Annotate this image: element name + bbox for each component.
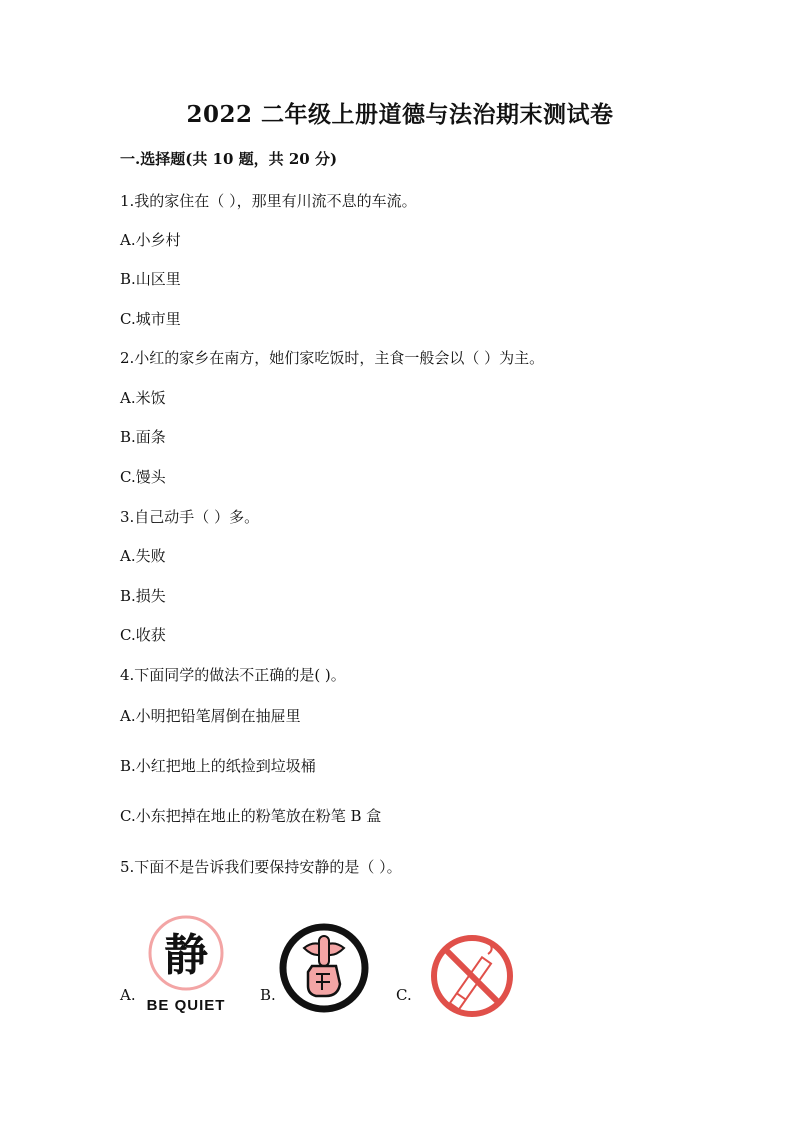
question-1: 1.我的家住在（ ），那里有川流不息的车流。 (120, 192, 417, 210)
question-3-option-b: B.损失 (120, 587, 166, 605)
no-smoking-sign-icon (428, 932, 516, 1020)
question-4: 4.下面同学的做法不正确的是( )。 (120, 666, 346, 684)
question-4-option-c: C.小东把掉在地止的粉笔放在粉笔 B 盒 (120, 807, 382, 825)
question-4-option-b: B.小红把地上的纸捡到垃圾桶 (120, 757, 316, 775)
question-5-option-a-label: A. (120, 986, 136, 1004)
question-1-option-a: A.小乡村 (120, 231, 181, 249)
question-4-option-a: A.小明把铅笔屑倒在抽屉里 (120, 707, 301, 725)
question-2-option-a: A.米饭 (120, 389, 166, 407)
quiet-sign-char: 静 (164, 930, 208, 981)
question-1-option-b: B.山区里 (120, 270, 181, 288)
question-2-option-c: C.馒头 (120, 468, 166, 486)
question-2-option-b: B.面条 (120, 428, 166, 446)
question-2: 2.小红的家乡在南方，她们家吃饭时，主食一般会以（ ）为主。 (120, 349, 545, 367)
question-3: 3.自己动手（ ）多。 (120, 508, 260, 526)
quiet-sign-icon (144, 915, 234, 1017)
question-3-option-a: A.失败 (120, 547, 166, 565)
question-1-option-c: C.城市里 (120, 310, 181, 328)
question-5: 5.下面不是告诉我们要保持安静的是（ ）。 (120, 858, 402, 876)
question-5-option-b-label: B. (260, 986, 276, 1004)
page-title: 2022 二年级上册道德与法治期末测试卷 (186, 101, 614, 128)
section-heading: 一.选择题(共 10 题，共 20 分) (120, 150, 338, 168)
hush-finger-sign-icon (278, 922, 370, 1014)
question-5-option-c-label: C. (396, 986, 412, 1004)
quiet-sign-caption: BE QUIET (146, 997, 226, 1014)
question-3-option-c: C.收获 (120, 626, 166, 644)
